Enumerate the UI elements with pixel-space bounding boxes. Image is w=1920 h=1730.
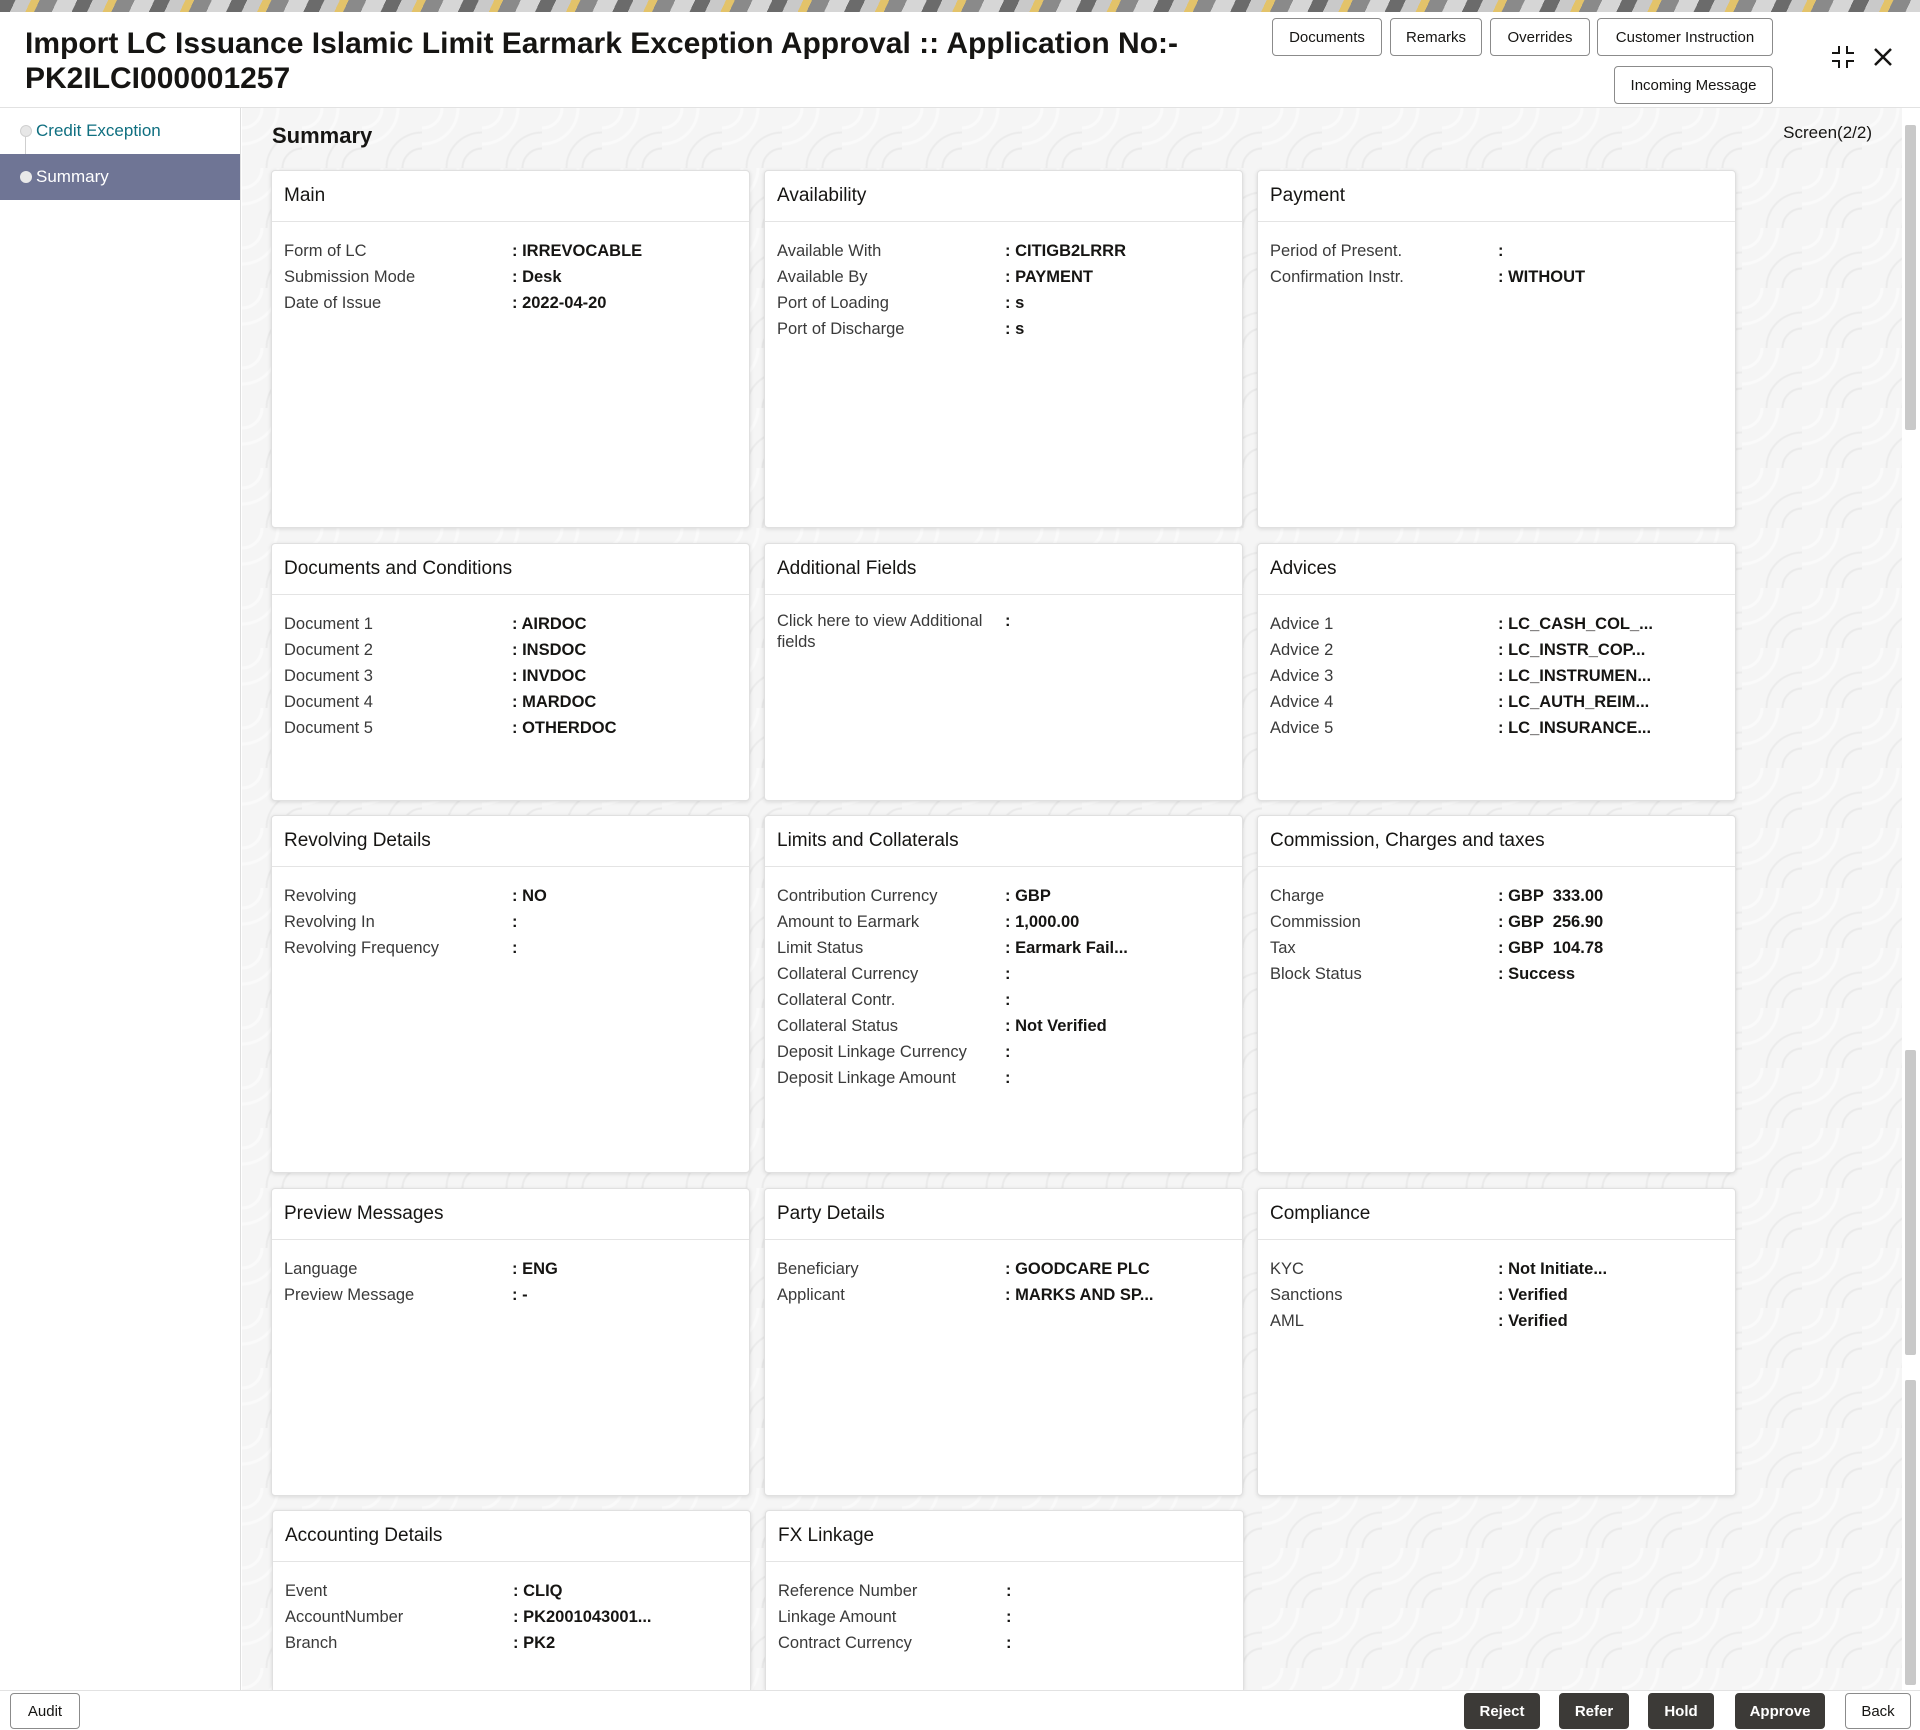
field-row xyxy=(777,1065,1230,1091)
field-value: : PK2 xyxy=(513,1634,556,1652)
field-label: Document 2 xyxy=(284,641,373,659)
field-value: : - xyxy=(512,1286,528,1304)
field-row xyxy=(777,1256,1230,1282)
field-row xyxy=(284,637,737,663)
field-value: : LC_INSURANCE... xyxy=(1498,719,1652,737)
card-title: Advices xyxy=(1258,544,1735,595)
accounting-details-card[interactable] xyxy=(272,1510,751,1690)
field-row xyxy=(777,290,1230,316)
field-value: : 1,000.00 xyxy=(1005,913,1080,931)
field-row xyxy=(1270,1282,1723,1308)
action-footer xyxy=(0,1690,1920,1730)
field-row xyxy=(778,1604,1231,1630)
incoming-message-button[interactable]: Incoming Message xyxy=(1614,66,1773,104)
field-value: : xyxy=(1006,1634,1012,1652)
field-label: Contract Currency xyxy=(778,1634,912,1652)
field-value: : GBP 104.78 xyxy=(1498,939,1604,957)
field-label: Document 3 xyxy=(284,667,373,685)
step-indicator-icon xyxy=(20,171,32,183)
compliance-card[interactable] xyxy=(1257,1188,1736,1496)
field-value: : GBP 333.00 xyxy=(1498,887,1604,905)
field-value: : AIRDOC xyxy=(512,615,587,633)
summary-panel xyxy=(242,108,1902,1690)
field-row xyxy=(285,1578,738,1604)
sidebar-item-label: Credit Exception xyxy=(36,121,161,140)
approve-button[interactable]: Approve xyxy=(1735,1693,1825,1729)
field-label: Preview Message xyxy=(284,1286,415,1304)
field-row xyxy=(284,689,737,715)
card-title: Preview Messages xyxy=(272,1189,749,1240)
sidebar-item-credit-exception[interactable] xyxy=(0,108,240,154)
field-row xyxy=(1270,961,1723,987)
field-value: : WITHOUT xyxy=(1498,268,1586,286)
sidebar-item-summary[interactable] xyxy=(0,154,240,200)
field-value: : xyxy=(1006,1582,1012,1600)
field-label: Tax xyxy=(1270,939,1296,957)
field-value: : ENG xyxy=(512,1260,558,1278)
field-row xyxy=(284,1282,737,1308)
party-details-card[interactable] xyxy=(764,1188,1243,1496)
main-card[interactable] xyxy=(271,170,750,528)
field-row xyxy=(1270,689,1723,715)
field-label: Document 1 xyxy=(284,615,373,633)
field-label: Language xyxy=(284,1260,358,1278)
hold-button[interactable]: Hold xyxy=(1648,1693,1714,1729)
field-row xyxy=(777,1039,1230,1065)
field-value: : Verified xyxy=(1498,1312,1568,1330)
collapse-icon[interactable] xyxy=(1830,44,1856,77)
field-label: Collateral Currency xyxy=(777,965,919,983)
card-title: Availability xyxy=(765,171,1242,222)
field-label: Collateral Status xyxy=(777,1017,899,1035)
field-value: : PAYMENT xyxy=(1005,268,1094,286)
field-row xyxy=(285,1604,738,1630)
field-value: : PK2001043001... xyxy=(513,1608,652,1626)
field-value: : xyxy=(1498,242,1504,260)
field-label: Linkage Amount xyxy=(778,1608,897,1626)
field-value: : NO xyxy=(512,887,547,905)
card-title: FX Linkage xyxy=(766,1511,1243,1562)
documents-card[interactable] xyxy=(271,543,750,801)
field-row xyxy=(777,238,1230,264)
field-value: : Success xyxy=(1498,965,1576,983)
revolving-details-card[interactable] xyxy=(271,815,750,1173)
field-label: Advice 2 xyxy=(1270,641,1334,659)
field-row xyxy=(1270,637,1723,663)
field-value: : MARKS AND SP... xyxy=(1005,1286,1154,1304)
field-row xyxy=(1270,238,1723,264)
field-value: : xyxy=(1005,965,1011,983)
field-value: : LC_AUTH_REIM... xyxy=(1498,693,1650,711)
field-row xyxy=(777,316,1230,342)
field-label: Contribution Currency xyxy=(777,887,938,905)
field-row xyxy=(778,1578,1231,1604)
field-value: : s xyxy=(1005,294,1025,312)
field-row xyxy=(777,1282,1230,1308)
field-value: : xyxy=(1006,1608,1012,1626)
field-value: : s xyxy=(1005,320,1025,338)
card-title: Compliance xyxy=(1258,1189,1735,1240)
field-row xyxy=(1270,1256,1723,1282)
field-row xyxy=(1270,663,1723,689)
field-row xyxy=(1270,264,1723,290)
availability-card[interactable] xyxy=(764,170,1243,528)
field-value: : INVDOC xyxy=(512,667,587,685)
reject-button[interactable]: Reject xyxy=(1464,1693,1540,1729)
commission-charges-card[interactable] xyxy=(1257,815,1736,1173)
page-title: Import LC Issuance Islamic Limit Earmark Exception Approval :: Application No:- PK2ILCI000001257 xyxy=(25,27,1178,95)
field-label: Limit Status xyxy=(777,939,864,957)
field-value: : GOODCARE PLC xyxy=(1005,1260,1150,1278)
field-row xyxy=(284,1256,737,1282)
field-value: : LC_INSTR_COP... xyxy=(1498,641,1646,659)
field-label: Deposit Linkage Currency xyxy=(777,1043,967,1061)
field-value: : xyxy=(1005,991,1011,1009)
field-row xyxy=(777,883,1230,909)
field-label: Available By xyxy=(777,268,868,286)
field-label: Date of Issue xyxy=(284,294,382,312)
field-row xyxy=(777,987,1230,1013)
field-row xyxy=(1270,909,1723,935)
field-label: Beneficiary xyxy=(777,1260,859,1278)
field-value: : xyxy=(512,913,518,931)
field-label: Advice 4 xyxy=(1270,693,1334,711)
field-label: Block Status xyxy=(1270,965,1362,983)
field-value: : GBP xyxy=(1005,887,1051,905)
field-label: KYC xyxy=(1270,1260,1304,1278)
additional-fields-card[interactable] xyxy=(764,543,1243,801)
field-row xyxy=(1270,883,1723,909)
field-label: Form of LC xyxy=(284,242,367,260)
field-row xyxy=(777,264,1230,290)
summary-title: Summary xyxy=(272,123,373,148)
field-label: Document 4 xyxy=(284,693,373,711)
field-label: Applicant xyxy=(777,1286,845,1304)
field-value: : Desk xyxy=(512,268,562,286)
field-label: Document 5 xyxy=(284,719,373,737)
vertical-scrollbar[interactable] xyxy=(1905,125,1916,430)
field-row xyxy=(777,961,1230,987)
field-value: : xyxy=(1005,612,1011,630)
field-value: : MARDOC xyxy=(512,693,597,711)
card-title: Documents and Conditions xyxy=(272,544,749,595)
field-label: Charge xyxy=(1270,887,1325,905)
step-indicator-icon xyxy=(20,125,32,137)
field-row xyxy=(1270,715,1723,741)
field-value: : Verified xyxy=(1498,1286,1568,1304)
field-label: Reference Number xyxy=(778,1582,918,1600)
field-label: Confirmation Instr. xyxy=(1270,268,1404,286)
card-title: Main xyxy=(272,171,749,222)
field-label: Port of Discharge xyxy=(777,320,905,338)
sidebar xyxy=(0,108,241,1690)
field-value: : Not Initiate... xyxy=(1498,1260,1608,1278)
card-title: Commission, Charges and taxes xyxy=(1258,816,1735,867)
field-row xyxy=(1270,611,1723,637)
field-row xyxy=(284,663,737,689)
card-title: Party Details xyxy=(765,1189,1242,1240)
customer-instruction-button[interactable]: Customer Instruction xyxy=(1597,18,1773,56)
limits-collaterals-card[interactable] xyxy=(764,815,1243,1173)
field-label: Available With xyxy=(777,242,882,260)
field-row xyxy=(284,715,737,741)
page-header xyxy=(0,12,1920,108)
field-label: Collateral Contr. xyxy=(777,991,896,1009)
field-label[interactable]: Click here to view Additional fields xyxy=(777,612,983,651)
field-label: AccountNumber xyxy=(285,1608,404,1626)
field-label: Submission Mode xyxy=(284,268,416,286)
vertical-scrollbar[interactable] xyxy=(1905,1050,1916,1355)
documents-button[interactable]: Documents xyxy=(1272,18,1382,56)
field-label: Advice 5 xyxy=(1270,719,1334,737)
field-label: Amount to Earmark xyxy=(777,913,920,931)
fx-linkage-card[interactable] xyxy=(765,1510,1244,1690)
field-row xyxy=(285,1630,738,1656)
field-value: : CLIQ xyxy=(513,1582,563,1600)
field-row xyxy=(777,909,1230,935)
field-value: : Not Verified xyxy=(1005,1017,1107,1035)
card-title: Accounting Details xyxy=(273,1511,750,1562)
additional-fields-link[interactable] xyxy=(777,611,1230,653)
field-value: : CITIGB2LRRR xyxy=(1005,242,1126,260)
field-row xyxy=(778,1630,1231,1656)
field-value: : INSDOC xyxy=(512,641,587,659)
card-title: Additional Fields xyxy=(765,544,1242,595)
screen-indicator: Screen(2/2) xyxy=(1783,123,1872,142)
field-value: : Earmark Fail... xyxy=(1005,939,1128,957)
field-row xyxy=(777,935,1230,961)
sidebar-item-label: Summary xyxy=(36,167,109,186)
field-row xyxy=(1270,1308,1723,1334)
field-label: AML xyxy=(1270,1312,1304,1330)
field-label: Commission xyxy=(1270,913,1361,931)
field-value: : OTHERDOC xyxy=(512,719,617,737)
back-button[interactable]: Back xyxy=(1845,1693,1911,1729)
field-value: : 2022-04-20 xyxy=(512,294,607,312)
field-row xyxy=(284,238,737,264)
field-label: Advice 3 xyxy=(1270,667,1334,685)
field-label: Revolving In xyxy=(284,913,375,931)
field-row xyxy=(284,611,737,637)
field-label: Advice 1 xyxy=(1270,615,1334,633)
field-row xyxy=(284,290,737,316)
field-row xyxy=(284,883,737,909)
field-row xyxy=(284,935,737,961)
field-row xyxy=(1270,935,1723,961)
card-title: Payment xyxy=(1258,171,1735,222)
remarks-button[interactable]: Remarks xyxy=(1390,18,1482,56)
payment-card[interactable] xyxy=(1257,170,1736,528)
close-icon[interactable] xyxy=(1872,44,1894,75)
field-label: Revolving xyxy=(284,887,357,905)
field-label: Port of Loading xyxy=(777,294,889,312)
field-value: : LC_CASH_COL_... xyxy=(1498,615,1653,633)
field-value: : GBP 256.90 xyxy=(1498,913,1604,931)
field-label: Revolving Frequency xyxy=(284,939,439,957)
top-decorative-strip xyxy=(0,0,1920,12)
audit-button[interactable]: Audit xyxy=(10,1693,80,1729)
overrides-button[interactable]: Overrides xyxy=(1490,18,1590,56)
refer-button[interactable]: Refer xyxy=(1559,1693,1629,1729)
field-label: Event xyxy=(285,1582,328,1600)
field-label: Period of Present. xyxy=(1270,242,1403,260)
card-title: Revolving Details xyxy=(272,816,749,867)
field-value: : xyxy=(512,939,518,957)
field-row xyxy=(777,1013,1230,1039)
field-label: Branch xyxy=(285,1634,338,1652)
card-title: Limits and Collaterals xyxy=(765,816,1242,867)
vertical-scrollbar[interactable] xyxy=(1905,1380,1916,1685)
field-row xyxy=(284,264,737,290)
field-value: : IRREVOCABLE xyxy=(512,242,643,260)
preview-messages-card[interactable] xyxy=(271,1188,750,1496)
field-label: Deposit Linkage Amount xyxy=(777,1069,956,1087)
field-value: : LC_INSTRUMEN... xyxy=(1498,667,1652,685)
advices-card[interactable] xyxy=(1257,543,1736,801)
field-value: : xyxy=(1005,1043,1011,1061)
field-row xyxy=(284,909,737,935)
field-value: : xyxy=(1005,1069,1011,1087)
field-label: Sanctions xyxy=(1270,1286,1343,1304)
